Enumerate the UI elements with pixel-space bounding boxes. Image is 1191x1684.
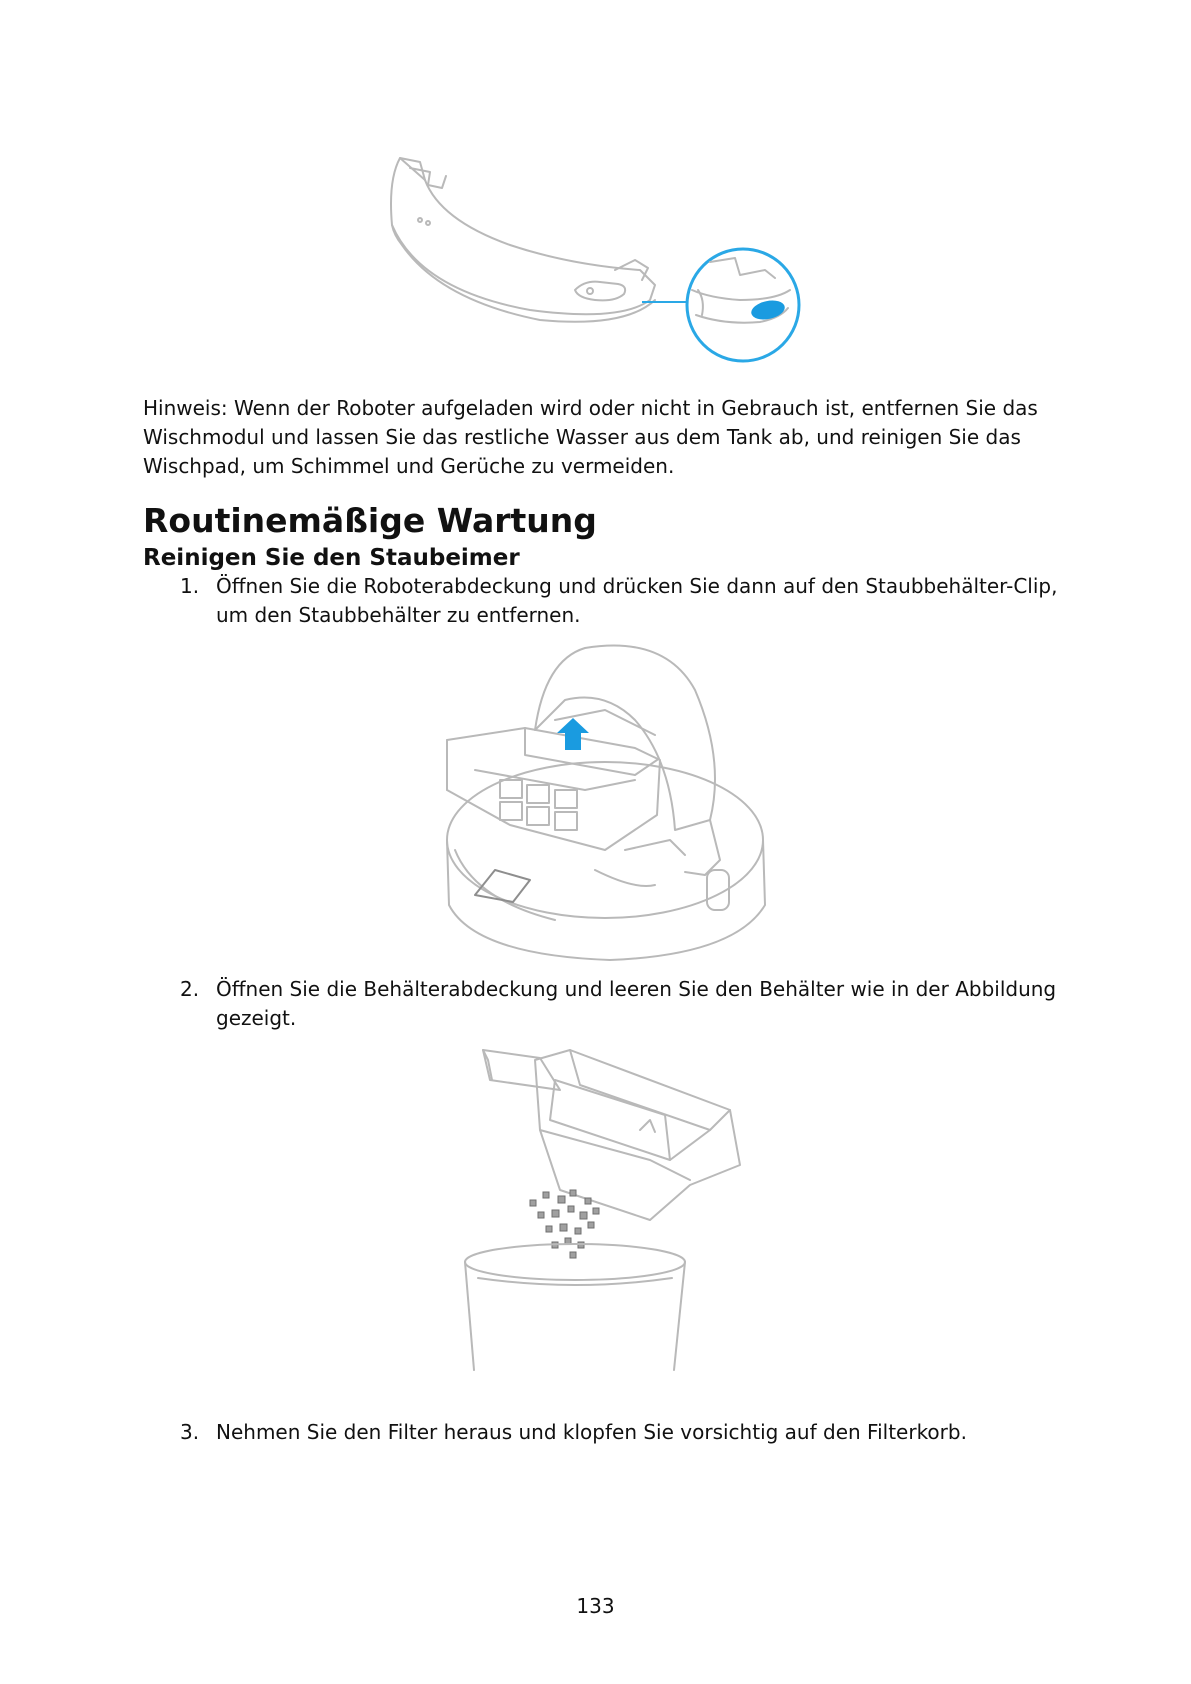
page-number: 133 bbox=[576, 1594, 615, 1618]
robot-dustbin-removal-illustration bbox=[435, 640, 785, 965]
step-number: 2. bbox=[180, 977, 200, 1001]
subsection-title: Reinigen Sie den Staubeimer bbox=[143, 545, 520, 571]
step-text: Nehmen Sie den Filter heraus und klopfen Sie vorsichtig auf den Filterkorb. bbox=[216, 1420, 967, 1444]
step-number: 1. bbox=[180, 574, 200, 598]
step-number: 3. bbox=[180, 1420, 200, 1444]
mop-module-illustration bbox=[380, 150, 810, 370]
step-text: Öffnen Sie die Roboterabdeckung und drücken Sie dann auf den Staubbehälter-Clip, um den Staubbehälter zu entfernen. bbox=[216, 574, 1058, 627]
step-text: Öffnen Sie die Behälterabdeckung und leeren Sie den Behälter wie in der Abbildung gezeigt. bbox=[216, 977, 1057, 1030]
section-title: Routinemäßige Wartung bbox=[143, 501, 597, 540]
dustbin-emptying-illustration bbox=[440, 1040, 760, 1380]
maintenance-note: Hinweis: Wenn der Roboter aufgeladen wird oder nicht in Gebrauch ist, entfernen Sie das Wischmodul und lassen Sie das restliche Wasser aus dem Tank ab, und reinigen Sie das Wischpad, um Schimmel und Gerüche zu vermeiden. bbox=[143, 396, 1038, 478]
